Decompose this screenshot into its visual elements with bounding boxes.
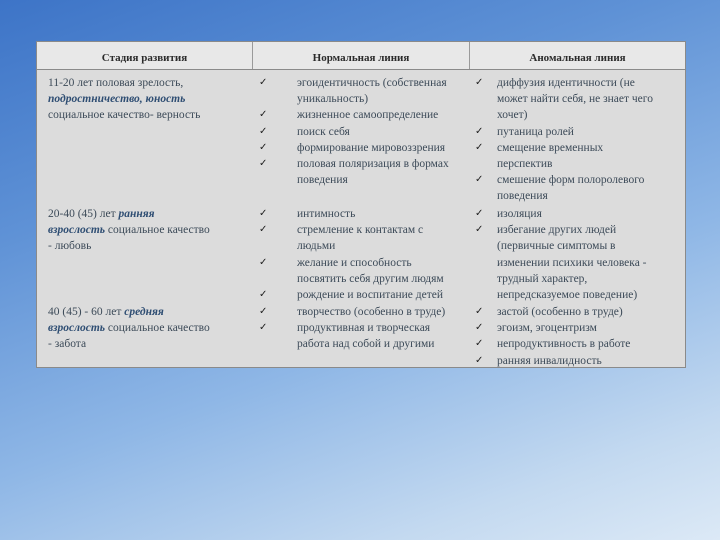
normal-line-text: продуктивная и творческая	[297, 322, 431, 335]
check-icon: ✓	[259, 158, 268, 169]
abnormal-line-text: избегание других людей	[497, 224, 617, 237]
development-table	[36, 41, 686, 368]
stage-cell-1	[48, 75, 253, 124]
abnormal-line-text: застой (особенно в труде)	[497, 306, 623, 318]
normal-line-text: половая поляризация в формах	[297, 158, 449, 170]
normal-line-text: желание и способность	[297, 256, 412, 269]
stage-quality: социальное качество	[107, 224, 210, 237]
abnormal-line-text: ранняя инвалидность	[497, 354, 602, 367]
stage-age: 11-20 лет половая зрелость,	[48, 77, 184, 89]
normal-line-text: жизненное самоопределение	[297, 109, 439, 122]
check-icon: ✓	[475, 141, 484, 153]
header-normal: Нормальная линия	[312, 52, 410, 64]
stage-cell-2	[48, 206, 253, 255]
check-icon: ✓	[259, 289, 268, 300]
check-icon: ✓	[475, 77, 484, 88]
check-icon: ✓	[475, 208, 484, 219]
check-icon: ✓	[475, 306, 484, 317]
abnormal-line-text: трудный характер,	[497, 272, 588, 285]
normal-line-text: эгоидентичность (собственная	[297, 77, 447, 89]
normal-line-text: посвятить себя другим людям	[297, 272, 444, 285]
check-icon: ✓	[475, 224, 484, 236]
check-icon: ✓	[475, 322, 484, 334]
normal-line-text: работа над собой и другими	[297, 338, 435, 351]
check-icon: ✓	[259, 77, 268, 88]
header-stage: Стадия развития	[101, 52, 188, 64]
stage-quality: - забота	[48, 338, 87, 351]
header-abnormal: Аномальная линия	[529, 52, 626, 64]
check-icon: ✓	[259, 208, 268, 219]
table-header	[37, 42, 685, 70]
normal-line-text: стремление к контактам с	[297, 224, 424, 237]
stage-quality: - любовь	[48, 240, 92, 253]
normal-line-text: поведения	[297, 174, 348, 187]
abnormal-line-text: непредсказуемое поведение)	[497, 289, 638, 301]
abnormal-line-text: путаница ролей	[497, 125, 574, 138]
stage-name: взрослость	[48, 224, 106, 237]
normal-line-text: творчество (особенно в труде)	[297, 306, 446, 318]
normal-line-text: интимность	[297, 208, 356, 220]
check-icon: ✓	[259, 322, 268, 334]
check-icon: ✓	[475, 174, 484, 186]
abnormal-line-text: перспектив	[497, 158, 553, 170]
abnormal-line-text: изоляция	[497, 208, 542, 220]
abnormal-line-text: поведения	[497, 190, 548, 203]
stage-name: взрослость	[48, 322, 106, 335]
abnormal-line-text: эгоизм, эгоцентризм	[497, 322, 597, 335]
check-icon: ✓	[259, 306, 268, 317]
stage-cell-3	[48, 304, 253, 353]
check-icon: ✓	[475, 125, 484, 137]
abnormal-line-text: диффузия идентичности (не	[497, 77, 635, 89]
normal-line-text: рождение и воспитание детей	[297, 289, 444, 301]
abnormal-line-text: хочет)	[497, 109, 528, 122]
abnormal-line-text: может найти себя, не знает чего	[497, 93, 653, 106]
check-icon: ✓	[259, 125, 268, 137]
check-icon: ✓	[259, 256, 268, 268]
check-icon: ✓	[259, 109, 268, 121]
abnormal-line-text: изменении психики человека -	[497, 256, 647, 269]
stage-name: подростничество, юность	[48, 93, 186, 106]
stage-age: 40 (45) - 60 лет	[48, 306, 122, 318]
check-icon: ✓	[475, 354, 484, 366]
normal-line-text: людьми	[297, 240, 336, 253]
stage-quality: социальное качество- верность	[48, 109, 201, 122]
normal-line-text: поиск себя	[297, 125, 350, 138]
stage-name: ранняя	[118, 208, 155, 220]
stage-name: средняя	[124, 306, 164, 318]
stage-quality: социальное качество	[107, 322, 210, 335]
normal-line-text: формирование мировоззрения	[297, 141, 446, 154]
abnormal-line-text: смешение форм полоролевого	[497, 174, 645, 187]
check-icon: ✓	[259, 141, 268, 153]
abnormal-line-text: (первичные симптомы в	[497, 240, 616, 253]
check-icon: ✓	[475, 338, 484, 350]
abnormal-line-text: смещение временных	[497, 141, 604, 154]
stage-age: 20-40 (45) лет	[48, 208, 116, 220]
check-icon: ✓	[259, 224, 268, 236]
normal-line-text: уникальность)	[297, 93, 369, 106]
abnormal-line-text: непродуктивность в работе	[497, 338, 631, 351]
